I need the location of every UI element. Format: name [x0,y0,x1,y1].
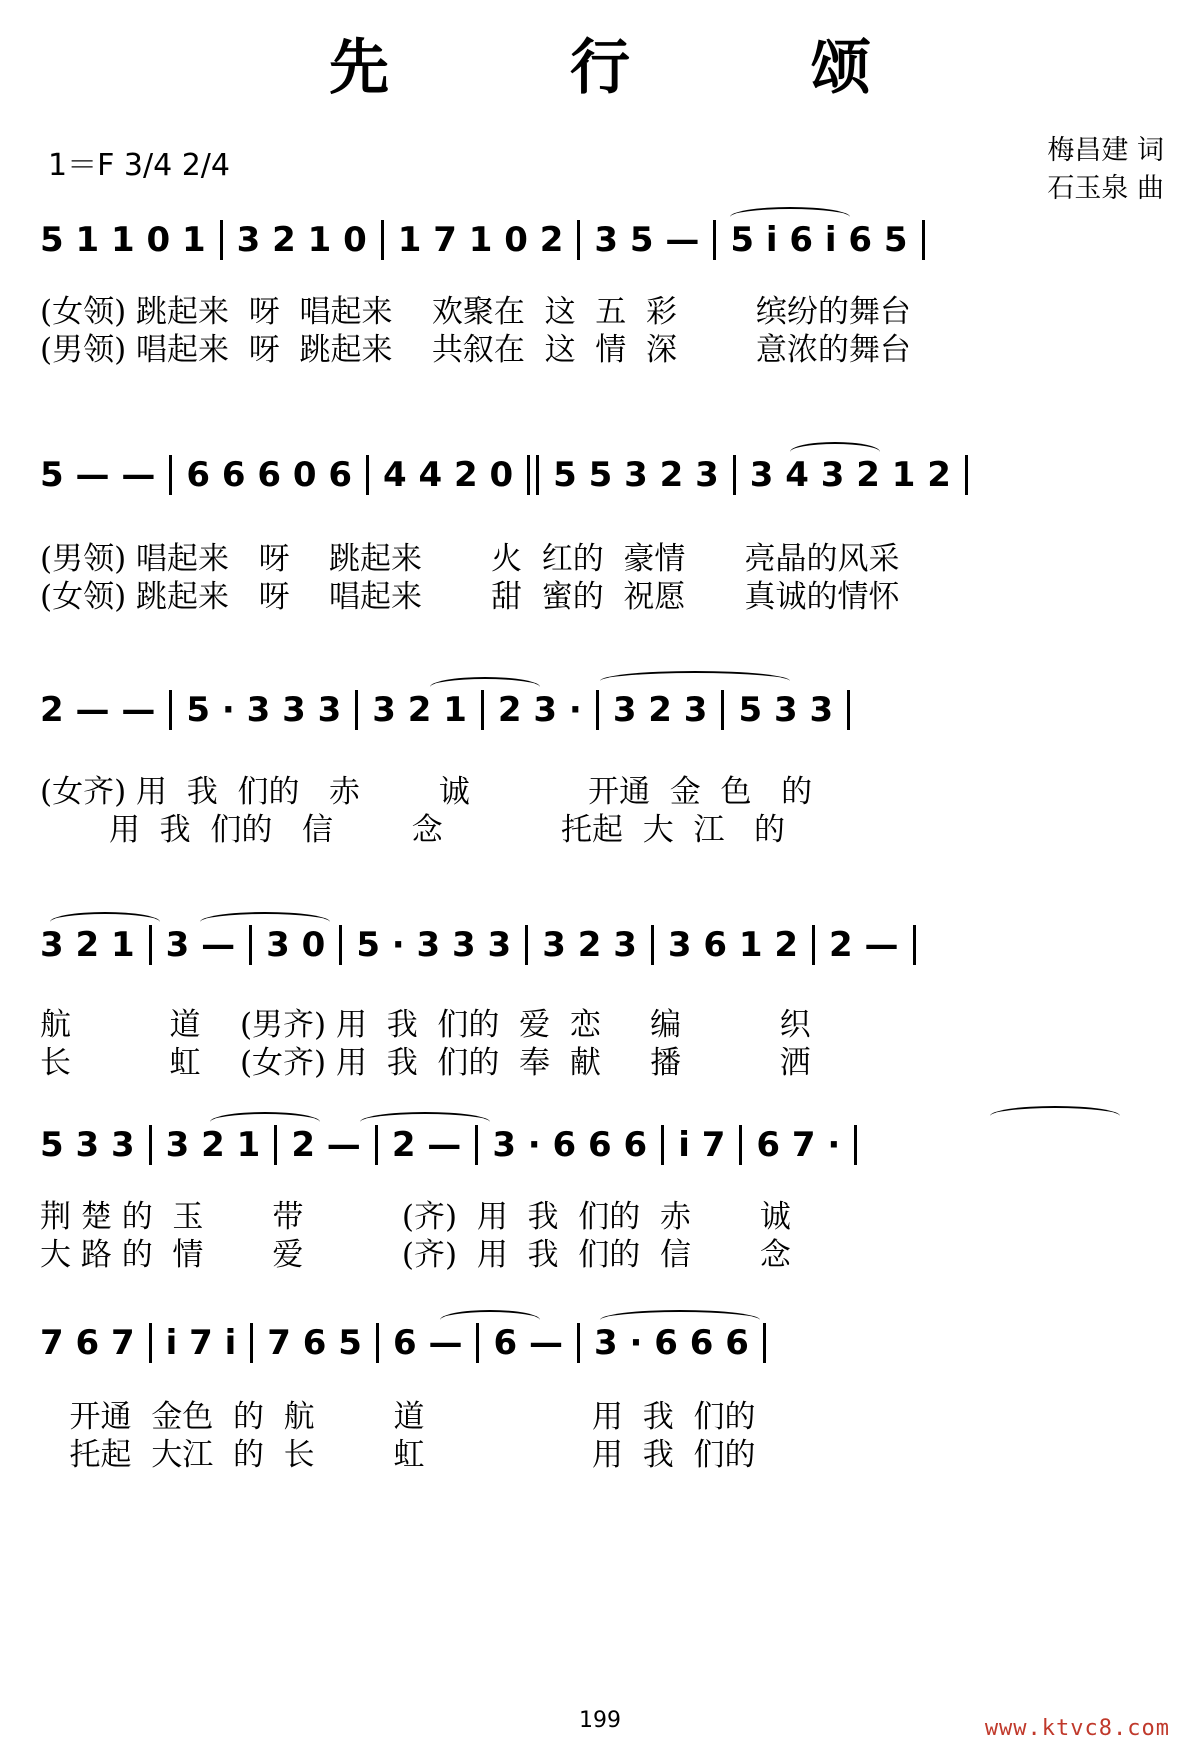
score-system [40,920,1170,1082]
measure: 5 5 3 2 3 [553,455,719,495]
measure: 3 2 3 [542,925,637,965]
measure: 6 — [493,1323,563,1363]
measure: 3 — [165,925,236,965]
notes-row [40,920,1170,970]
score-system [40,450,1170,616]
measure: 2 — [391,1125,462,1165]
measure: 5 · 3 3 3 [186,690,342,730]
measure: 2 — [291,1125,361,1165]
measure: 3 · 6 6 6 [492,1125,648,1165]
credits [1047,132,1164,208]
measure: 5 3 3 [40,1125,135,1165]
measure: 7 6 7 [40,1323,135,1363]
measure: 3 · 6 6 6 [593,1323,749,1363]
notes-row [40,685,1170,735]
score-system [40,215,1170,369]
notes-row [40,1318,1170,1368]
measure: 5 1 1 0 1 [40,220,206,260]
measure: 3 2 1 [372,690,467,730]
measure: 5 — — [40,455,156,495]
lyric-line: (女领) 跳起来 呀 唱起来 欢聚在 这 五 彩 缤纷的舞台 [40,294,911,330]
score-system [40,1120,1170,1274]
measure: 6 7 · [756,1125,841,1165]
measure: 2 3 · [497,690,582,730]
lyric-line: (女齐) 用 我 们的 赤 诚 开通 金 色 的 [40,774,813,810]
lyric-line: 长 虹 (女齐) 用 我 们的 奉 献 播 洒 [40,1045,811,1081]
measure: 7 6 5 [267,1323,362,1363]
measure: 3 2 1 [165,1125,261,1165]
composer-credit: 石玉泉 曲 [1047,173,1164,204]
measure: 3 6 1 2 [667,925,799,965]
measure: 3 0 [266,925,326,965]
measure: 3 2 3 [612,690,708,730]
measure: 3 2 1 [40,925,135,965]
measure: 5 3 3 [738,690,834,730]
lyric-line: 托起 大江 的 长 虹 用 我 们的 [40,1437,756,1473]
lyric-line: 用 我 们的 信 念 托起 大 江 的 [40,812,786,848]
notes-row [40,215,1170,265]
lyricist-credit: 梅昌建 词 [1047,135,1164,166]
lyric-line: 荆 楚 的 玉 带 (齐) 用 我 们的 赤 诚 [40,1199,791,1235]
lyric-line: 开通 金色 的 航 道 用 我 们的 [40,1399,756,1435]
measure: 5 · 3 3 3 [356,925,512,965]
measure: 4 4 2 0 [382,455,514,495]
measure: 3 4 3 2 1 2 [749,455,951,495]
measure: 3 2 1 0 [236,220,367,260]
notes-row [40,450,1170,500]
measure: 6 6 6 0 6 [186,455,352,495]
notes-row [40,1120,1170,1170]
lyric-line: (男领) 唱起来 呀 跳起来 共叙在 这 情 深 意浓的舞台 [40,332,911,368]
measure: i 7 [678,1125,726,1165]
measure: 5 i 6 i 6 5 [730,220,908,260]
song-title: 先 行 颂 [329,33,951,103]
score-system [40,685,1170,849]
page-number: 199 [579,1708,621,1733]
measure: 2 — — [40,690,156,730]
measure: 1 7 1 0 2 [397,220,564,260]
lyric-line: 大 路 的 情 爱 (齐) 用 我 们的 信 念 [40,1237,791,1273]
score-system [40,1318,1170,1474]
measure: 3 5 — [594,220,700,260]
watermark: www.ktvc8.com [984,1716,1170,1741]
measure: i 7 i [165,1323,237,1363]
lyric-line: (男领) 唱起来 呀 跳起来 火 红的 豪情 亮晶的风采 [40,541,900,577]
measure: 2 — [829,925,899,965]
lyric-line: 航 道 (男齐) 用 我 们的 爱 恋 编 织 [40,1007,811,1043]
lyric-line: (女领) 跳起来 呀 唱起来 甜 蜜的 祝愿 真诚的情怀 [40,579,900,615]
measure: 6 — [392,1323,463,1363]
key-signature: 1＝F 3/4 2/4 [48,148,230,183]
